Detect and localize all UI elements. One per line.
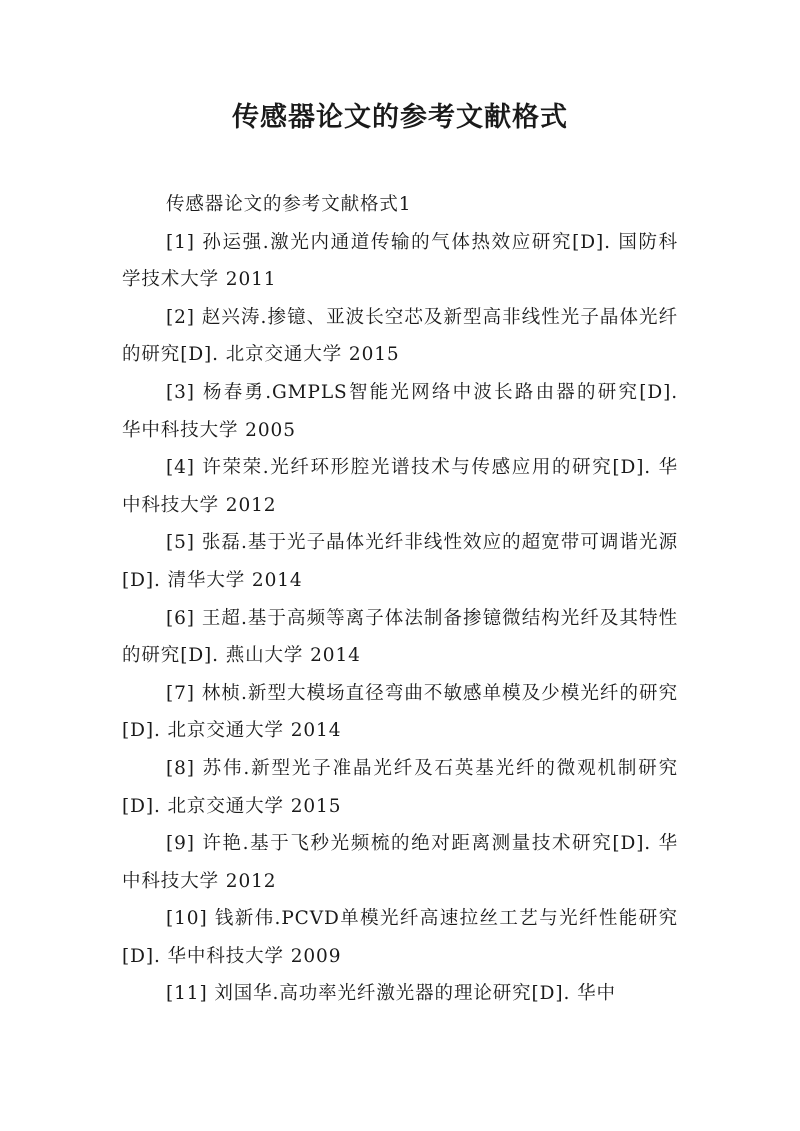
reference-item: [10] 钱新伟.PCVD单模光纤高速拉丝工艺与光纤性能研究[D]. 华中科技大学 2009 [122,908,678,967]
reference-item: [8] 苏伟.新型光子准晶光纤及石英基光纤的微观机制研究[D]. 北京交通大学 2015 [122,757,678,817]
reference-item: [3] 杨春勇.GMPLS智能光网络中波长路由器的研究[D]. 华中科技大学 2005 [122,381,678,441]
reference-item: [1] 孙运强.激光内通道传输的气体热效应研究[D]. 国防科学技术大学 2011 [122,231,678,291]
document-body [122,186,678,1013]
reference-item: [5] 张磊.基于光子晶体光纤非线性效应的超宽带可调谐光源[D]. 清华大学 2014 [122,532,678,591]
page-title: 传感器论文的参考文献格式 [232,102,568,133]
reference-item: [4] 许荣荣.光纤环形腔光谱技术与传感应用的研究[D]. 华中科技大学 2012 [122,457,678,516]
reference-item: [6] 王超.基于高频等离子体法制备掺镱微结构光纤及其特性的研究[D]. 燕山大学 2014 [122,607,678,667]
reference-item: [11] 刘国华.高功率光纤激光器的理论研究[D]. 华中 [166,983,616,1005]
reference-item: [2] 赵兴涛.掺镱、亚波长空芯及新型高非线性光子晶体光纤的研究[D]. 北京交通大学 2015 [122,306,678,366]
reference-item: [7] 林桢.新型大模场直径弯曲不敏感单模及少模光纤的研究[D]. 北京交通大学 2014 [122,682,678,742]
reference-item: [9] 许艳.基于飞秒光频梳的绝对距离测量技术研究[D]. 华中科技大学 2012 [122,833,678,892]
section-heading: 传感器论文的参考文献格式1 [166,194,412,215]
